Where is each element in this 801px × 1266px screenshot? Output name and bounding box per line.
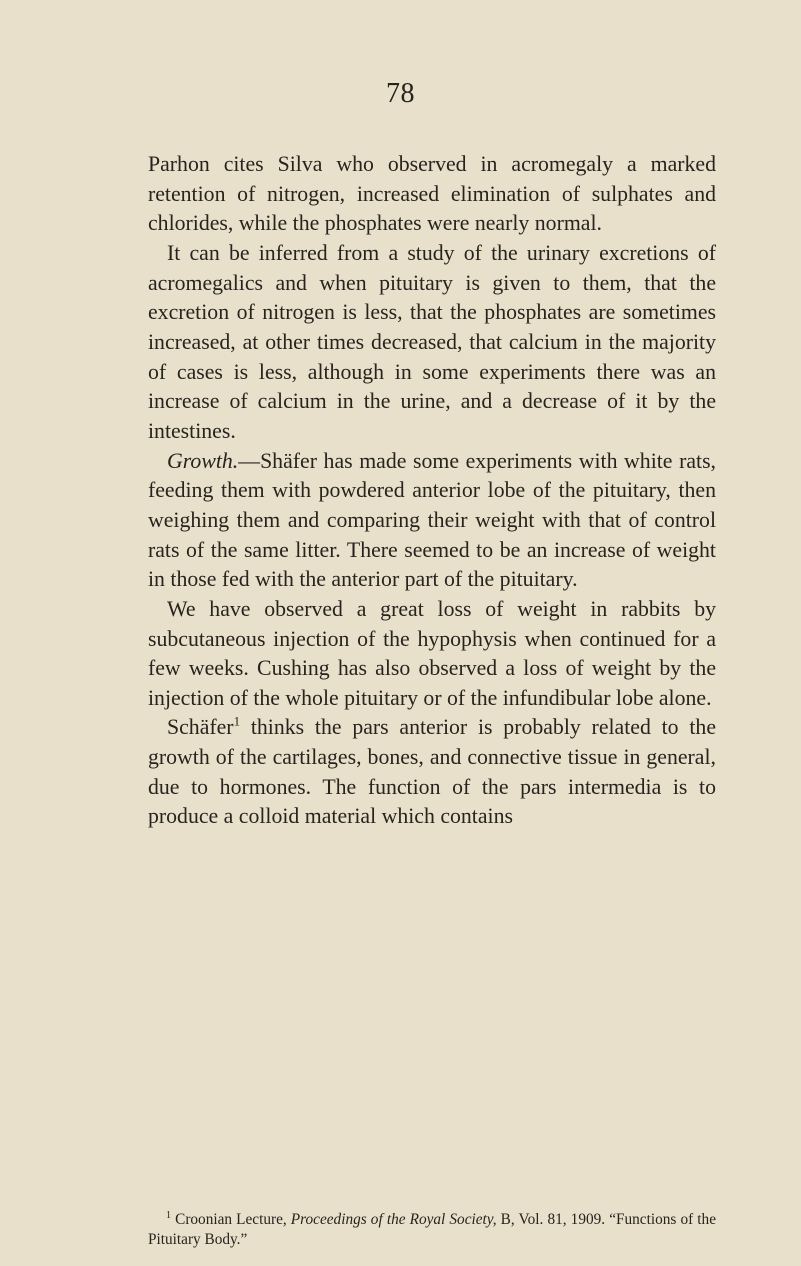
paragraph-weight-loss xyxy=(148,595,716,714)
footnote-citation-end: B, Vol. 81, 1909. “Functions of the Pituitary Body.” xyxy=(148,1211,716,1248)
paragraph-text: thinks the pars anterior is probably related to the growth of the cartilages, bones, and connective tissue in general, due to hormones. The function of the pars intermedia is to produce a colloid material which contains xyxy=(148,715,716,829)
paragraph-text: It can be inferred from a study of the urinary excretions of acromegalics and when pituitary is given to them, that the excretion of nitrogen is less, that the phosphates are sometimes increased, at other times decreased, that calcium in the majority of cases is less, although in some experiments there was an increase of calcium in the urine, and a decrease of it by the intestines. xyxy=(148,240,716,443)
paragraph-urinary-excretions xyxy=(148,239,716,447)
footnote-text xyxy=(148,1210,716,1250)
footnote-marker: 1 xyxy=(166,1209,171,1221)
footnote-citation: Croonian Lecture, xyxy=(171,1211,291,1228)
footnote-journal: Proceedings of the Royal Society, xyxy=(290,1211,497,1228)
page-number: 78 xyxy=(386,78,415,109)
paragraph-text: Parhon cites Silva who observed in acromegaly a marked retention of nitrogen, increased elimination of sulphates and chlorides, while the phosphates were nearly normal. xyxy=(148,152,716,236)
footnote xyxy=(148,1210,716,1250)
body-text xyxy=(148,150,716,832)
paragraph-text: —Shäfer has made some experiments with white rats, feeding them with powdered anterior lobe of the pituitary, then weighing them and comparing their weight with that of control rats of the same litter. There seemed to be an increase of weight in those fed with the anterior part of the pituitary. xyxy=(148,448,716,592)
author-name: Schäfer xyxy=(167,715,234,740)
paragraph-nitrogen-retention xyxy=(148,150,716,239)
paragraph-pars-anterior xyxy=(148,713,716,832)
paragraph-text: We have observed a great loss of weight in rabbits by subcutaneous injection of the hypophysis when continued for a few weeks. Cushing has also observed a loss of weight by the injection of the whole pituitary or of the infundibular lobe alone. xyxy=(148,596,716,710)
paragraph-growth xyxy=(148,447,716,595)
footnote-reference: 1 xyxy=(233,714,241,730)
section-heading-growth: Growth. xyxy=(167,448,239,473)
